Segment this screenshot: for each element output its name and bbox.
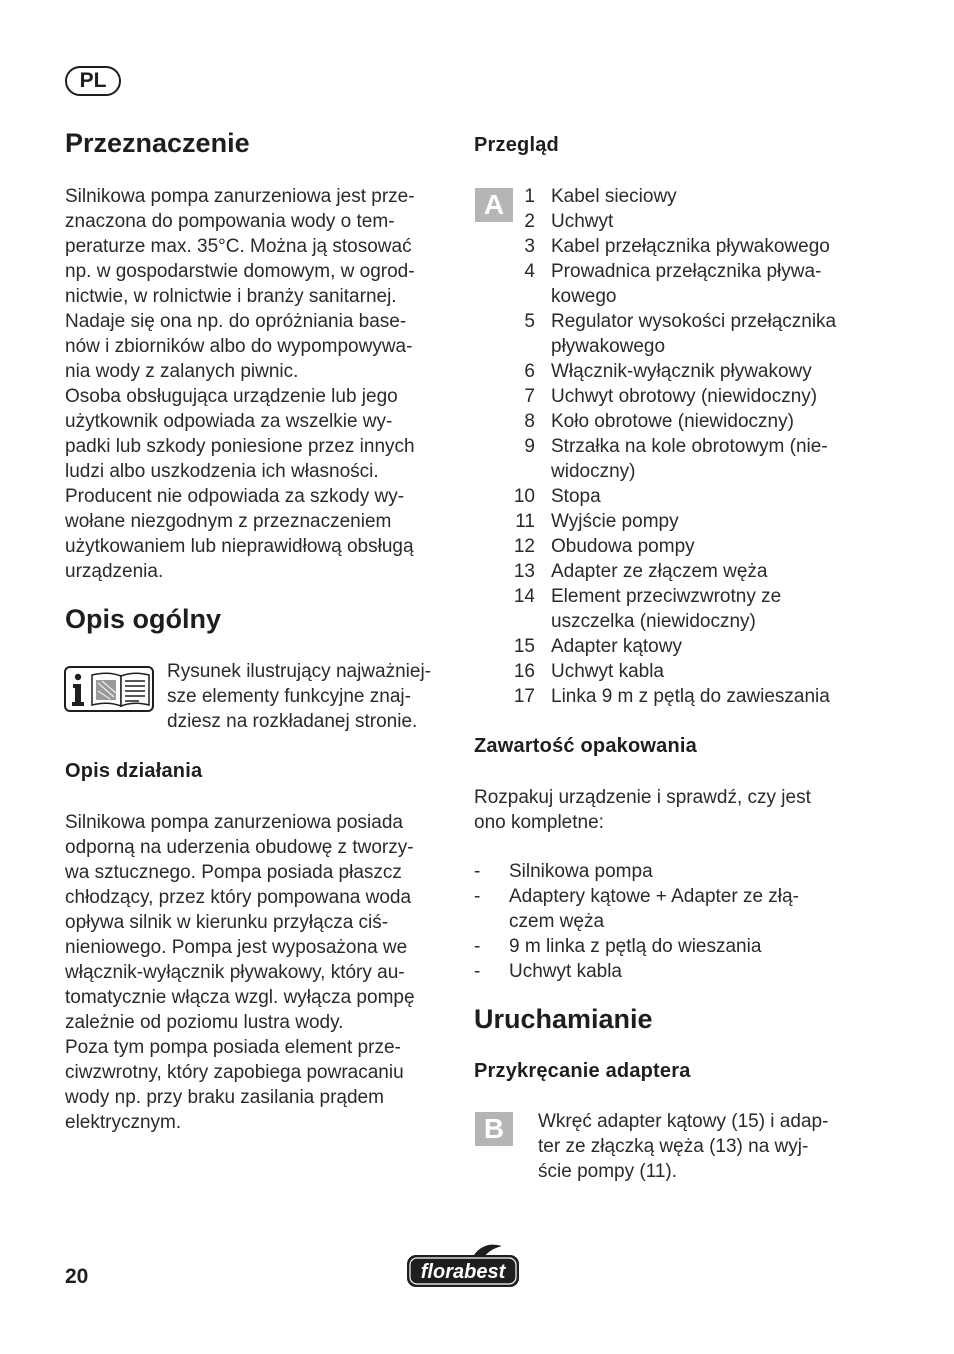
text-line: ono kompletne:: [474, 812, 604, 833]
text-line: Wkręć adapter kątowy (15) i adap-: [538, 1111, 829, 1132]
florabest-logo: [404, 1243, 522, 1291]
overview-item: [474, 259, 874, 309]
text-line: Silnikowa pompa zanurzeniowa jest prze-: [65, 186, 415, 207]
overview-item: [474, 584, 874, 634]
overview-item-number: 15: [513, 636, 535, 657]
text-line: Producent nie odpowiada za szkody wy-: [65, 486, 405, 507]
text-line: Osoba obsługująca urządzenie lub jego: [65, 386, 398, 407]
overview-item-number: 9: [524, 436, 535, 457]
package-item: [474, 859, 874, 884]
overview-item-label: Koło obrotowe (niewidoczny): [551, 411, 794, 432]
section-title-przeglad: Przegląd: [474, 134, 559, 156]
overview-item-number: 13: [513, 561, 535, 582]
text-line: peraturze max. 35°C. Można ją stosować: [65, 236, 412, 257]
package-item-label: Silnikowa pompa: [509, 861, 653, 882]
text-line: sze elementy funkcyjne znaj-: [167, 686, 411, 707]
overview-item-number: 2: [524, 211, 535, 232]
overview-item: [474, 384, 874, 409]
text-line: Rozpakuj urządzenie i sprawdź, czy jest: [474, 787, 811, 808]
text-line: wody np. przy braku zasilania prądem: [65, 1087, 384, 1108]
text-line: zależnie od poziomu lustra wody.: [65, 1012, 344, 1033]
overview-item-label: uszczelka (niewidoczny): [551, 611, 756, 632]
text-line: nia wody z zalanych piwnic.: [65, 361, 299, 382]
overview-item-number: 4: [524, 261, 535, 282]
section-title-uruchamianie: Uruchamianie: [474, 1004, 653, 1034]
overview-item-label: Regulator wysokości przełącznika: [551, 311, 837, 332]
overview-item-label: kowego: [551, 286, 617, 307]
overview-item: [474, 484, 874, 509]
info-manual-icon: [64, 666, 154, 712]
purpose-paragraph: [65, 184, 415, 584]
package-item-label: Uchwyt kabla: [509, 961, 622, 982]
text-line: Poza tym pompa posiada element prze-: [65, 1037, 401, 1058]
text-line: odporną na uderzenia obudowę z tworzy-: [65, 837, 414, 858]
package-item: [474, 934, 874, 959]
overview-item: [474, 209, 874, 234]
package-item-label: 9 m linka z pętlą do wieszania: [509, 936, 762, 957]
text-line: tomatycznie włącza wzgl. wyłącza pompę: [65, 987, 415, 1008]
text-line: dziesz na rozkładanej stronie.: [167, 711, 418, 732]
overview-item: [474, 234, 874, 259]
text-line: nów i zbiorników albo do wypompowywa-: [65, 336, 413, 357]
overview-item-number: 17: [513, 686, 535, 707]
page-number: 20: [65, 1265, 89, 1288]
overview-item-number: 3: [524, 236, 535, 257]
figure-b-label: B: [475, 1112, 513, 1146]
overview-item-number: 1: [524, 186, 535, 207]
overview-item: [474, 434, 874, 484]
overview-item: [474, 684, 874, 709]
text-line: wołane niezgodnym z przeznaczeniem: [65, 511, 392, 532]
text-line: wa sztucznego. Pompa posiada płaszcz: [65, 862, 402, 883]
overview-item-label: Prowadnica przełącznika pływa-: [551, 261, 822, 282]
overview-item-number: 7: [524, 386, 535, 407]
overview-item-label: Uchwyt obrotowy (niewidoczny): [551, 386, 818, 407]
package-contents-list: [474, 859, 874, 984]
overview-item-label: Strzałka na kole obrotowym (nie-: [551, 436, 828, 457]
text-line: Nadaje się ona np. do opróżniania base-: [65, 311, 407, 332]
section-title-zawartosc-opakowania: Zawartość opakowania: [474, 735, 697, 757]
section-title-opis-dzialania: Opis działania: [65, 760, 203, 782]
text-line: chłodzący, przez który pompowana woda: [65, 887, 412, 908]
figure-a-label: A: [475, 188, 513, 222]
overview-item-number: 5: [524, 311, 535, 332]
overview-item-label: widoczny): [551, 461, 636, 482]
language-badge: PL: [65, 66, 121, 96]
text-line: nictwie, w rolnictwie i branży sanitarnej.: [65, 286, 397, 307]
text-line: użytkownik odpowiada za wszelkie wy-: [65, 411, 393, 432]
logo-text: florabest: [420, 1261, 506, 1283]
text-line: Silnikowa pompa zanurzeniowa posiada: [65, 812, 403, 833]
overview-item-label: Kabel sieciowy: [551, 186, 677, 207]
package-item: [474, 959, 874, 984]
list-bullet: -: [474, 936, 481, 957]
section-title-przeznaczenie: Przeznaczenie: [65, 128, 250, 158]
overview-item-label: pływakowego: [551, 336, 666, 357]
overview-item-label: Adapter kątowy: [551, 636, 682, 657]
overview-item-label: Uchwyt kabla: [551, 661, 664, 682]
overview-item-label: Adapter ze złączem węża: [551, 561, 768, 582]
info-note-text: [167, 659, 431, 734]
section-title-opis-ogolny: Opis ogólny: [65, 604, 222, 634]
text-line: padki lub szkody poniesione przez innych: [65, 436, 415, 457]
overview-item-number: 6: [524, 361, 535, 382]
overview-item: [474, 409, 874, 434]
overview-item-label: Uchwyt: [551, 211, 614, 232]
overview-item: [474, 509, 874, 534]
adapter-instruction-text: [538, 1109, 828, 1184]
overview-item: [474, 184, 874, 209]
package-item: [474, 884, 874, 934]
text-line: ter ze złączką węża (13) na wyj-: [538, 1136, 809, 1157]
overview-item-label: Element przeciwzwrotny ze: [551, 586, 782, 607]
overview-item: [474, 359, 874, 384]
overview-item-number: 12: [513, 536, 535, 557]
overview-item-label: Włącznik-wyłącznik pływakowy: [551, 361, 812, 382]
overview-item-label: Wyjście pompy: [551, 511, 679, 532]
package-item-label: czem węża: [509, 911, 605, 932]
package-intro: [474, 785, 811, 835]
overview-item-number: 14: [513, 586, 535, 607]
text-line: użytkowaniem lub nieprawidłową obsługą: [65, 536, 414, 557]
list-bullet: -: [474, 861, 481, 882]
subsection-title-przykrecanie-adaptera: Przykręcanie adaptera: [474, 1060, 691, 1082]
overview-item-label: Obudowa pompy: [551, 536, 695, 557]
text-line: nieniowego. Pompa jest wyposażona we: [65, 937, 408, 958]
text-line: ście pompy (11).: [538, 1161, 678, 1182]
text-line: urządzenia.: [65, 561, 164, 582]
overview-item-number: 10: [513, 486, 535, 507]
overview-item-label: Kabel przełącznika pływakowego: [551, 236, 830, 257]
overview-item: [474, 659, 874, 684]
text-line: Rysunek ilustrujący najważniej-: [167, 661, 431, 682]
overview-item: [474, 634, 874, 659]
overview-item: [474, 559, 874, 584]
overview-item: [474, 534, 874, 559]
overview-item-label: Stopa: [551, 486, 601, 507]
package-item-label: Adaptery kątowe + Adapter ze złą-: [509, 886, 799, 907]
overview-item-number: 16: [513, 661, 535, 682]
text-line: włącznik-wyłącznik pływakowy, który au-: [65, 962, 405, 983]
text-line: ludzi albo uszkodzenia ich własności.: [65, 461, 379, 482]
overview-item-number: 11: [515, 511, 535, 532]
overview-parts-list: [474, 184, 874, 709]
overview-item-label: Linka 9 m z pętlą do zawieszania: [551, 686, 830, 707]
text-line: opływa silnik w kierunku przyłącza ciś-: [65, 912, 389, 933]
list-bullet: -: [474, 886, 481, 907]
overview-item-number: 8: [524, 411, 535, 432]
text-line: ciwzwrotny, który zapobiega powracaniu: [65, 1062, 404, 1083]
text-line: np. w gospodarstwie domowym, w ogrod-: [65, 261, 415, 282]
text-line: elektrycznym.: [65, 1112, 182, 1133]
overview-item: [474, 309, 874, 359]
list-bullet: -: [474, 961, 481, 982]
operation-paragraph: [65, 810, 415, 1135]
text-line: znaczona do pompowania wody o tem-: [65, 211, 395, 232]
